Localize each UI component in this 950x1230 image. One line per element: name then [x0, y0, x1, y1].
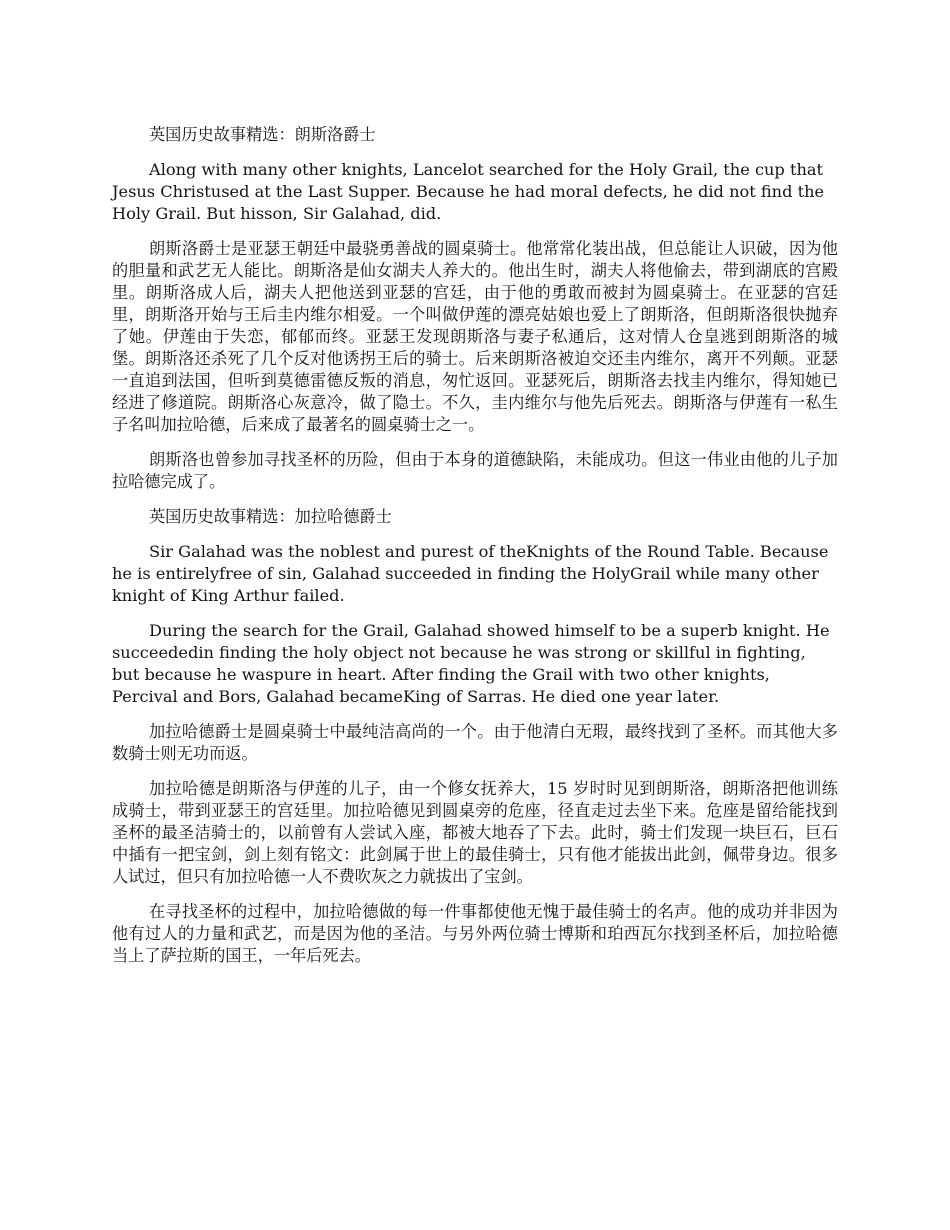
paragraph-galahad-english-search: During the search for the Grail, Galahad showed himself to be a superb knight. He succeededin finding the holy object not because he was strong or skillful in fighting, but because he waspure in heart. After finding the Grail with two other knights, Percival and Bors, Galahad becameKing of Sarras. He died one year later. — [112, 621, 830, 706]
paragraph-lancelot-story: 朗斯洛爵士是亚瑟王朝廷中最骁勇善战的圆桌骑士。他常常化装出战，但总能让人识破，因为他的胆量和武艺无人能比。朗斯洛是仙女湖夫人养大的。他出生时，湖夫人将他偷去，带到湖底的宫殿里。朗斯洛成人后，湖夫人把他送到亚瑟的宫廷，由于他的勇敢而被封为圆桌骑士。在亚瑟的宫廷里，朗斯洛开始与王后圭内维尔相爱。一个叫做伊莲的漂亮姑娘也爱上了朗斯洛，但朗斯洛很快抛弃了她。伊莲由于失恋，郁郁而终。亚瑟王发现朗斯洛与妻子私通后，这对情人仓皇逃到朗斯洛的城堡。朗斯洛还杀死了几个反对他诱拐王后的骑士。后来朗斯洛被迫交还圭内维尔，离开不列颠。亚瑟一直追到法国，但听到莫德雷德反叛的消息，匆忙返回。亚瑟死后，朗斯洛去找圭内维尔，得知她已经进了修道院。朗斯洛心灰意冷，做了隐士。不久，圭内维尔与他先后死去。朗斯洛与伊莲有一私生子名叫加拉哈德，后来成了最著名的圆桌骑士之一。 — [112, 239, 838, 434]
paragraph-galahad-grail: 在寻找圣杯的过程中，加拉哈德做的每一件事都使他无愧于最佳骑士的名声。他的成功并非因为他有过人的力量和武艺，而是因为他的圣洁。与另外两位骑士博斯和珀西瓦尔找到圣杯后，加拉哈德当上了萨拉斯的国王，一年后死去。 — [112, 902, 838, 965]
paragraph-galahad-story: 加拉哈德是朗斯洛与伊莲的儿子，由一个修女抚养大，15 岁时时见到朗斯洛，朗斯洛把他训练成骑士，带到亚瑟王的宫廷里。加拉哈德见到圆桌旁的危座，径直走过去坐下来。危座是留给能找到圣杯的最圣洁骑士的，以前曾有人尝试入座，都被大地吞了下去。此时，骑士们发现一块巨石，巨石中插有一把宝剑，剑上刻有铭文：此剑属于世上的最佳骑士，只有他才能拔出此剑，佩带身边。很多人试过，但只有加拉哈德一人不费吹灰之力就拔出了宝剑。 — [112, 779, 838, 886]
paragraph-lancelot-english: Along with many other knights, Lancelot searched for the Holy Grail, the cup that Jesus Christused at the Last Supper. Because he had moral defects, he did not find the Holy Grail. But hisson, Sir Galahad, did. — [112, 160, 825, 223]
section-heading-galahad: 英国历史故事精选：加拉哈德爵士 — [149, 507, 392, 526]
paragraph-lancelot-grail: 朗斯洛也曾参加寻找圣杯的历险，但由于本身的道德缺陷，未能成功。但这一伟业由他的儿子加拉哈德完成了。 — [112, 450, 838, 491]
paragraph-galahad-english-intro: Sir Galahad was the noblest and purest of theKnights of the Round Table. Because he is entirelyfree of sin, Galahad succeeded in finding the HolyGrail while many other knight of King Arthur failed. — [112, 542, 829, 605]
section-heading-lancelot: 英国历史故事精选：朗斯洛爵士 — [149, 125, 376, 144]
document-body — [112, 124, 838, 980]
paragraph-galahad-summary: 加拉哈德爵士是圆桌骑士中最纯洁高尚的一个。由于他清白无瑕，最终找到了圣杯。而其他大多数骑士则无功而返。 — [112, 722, 838, 763]
